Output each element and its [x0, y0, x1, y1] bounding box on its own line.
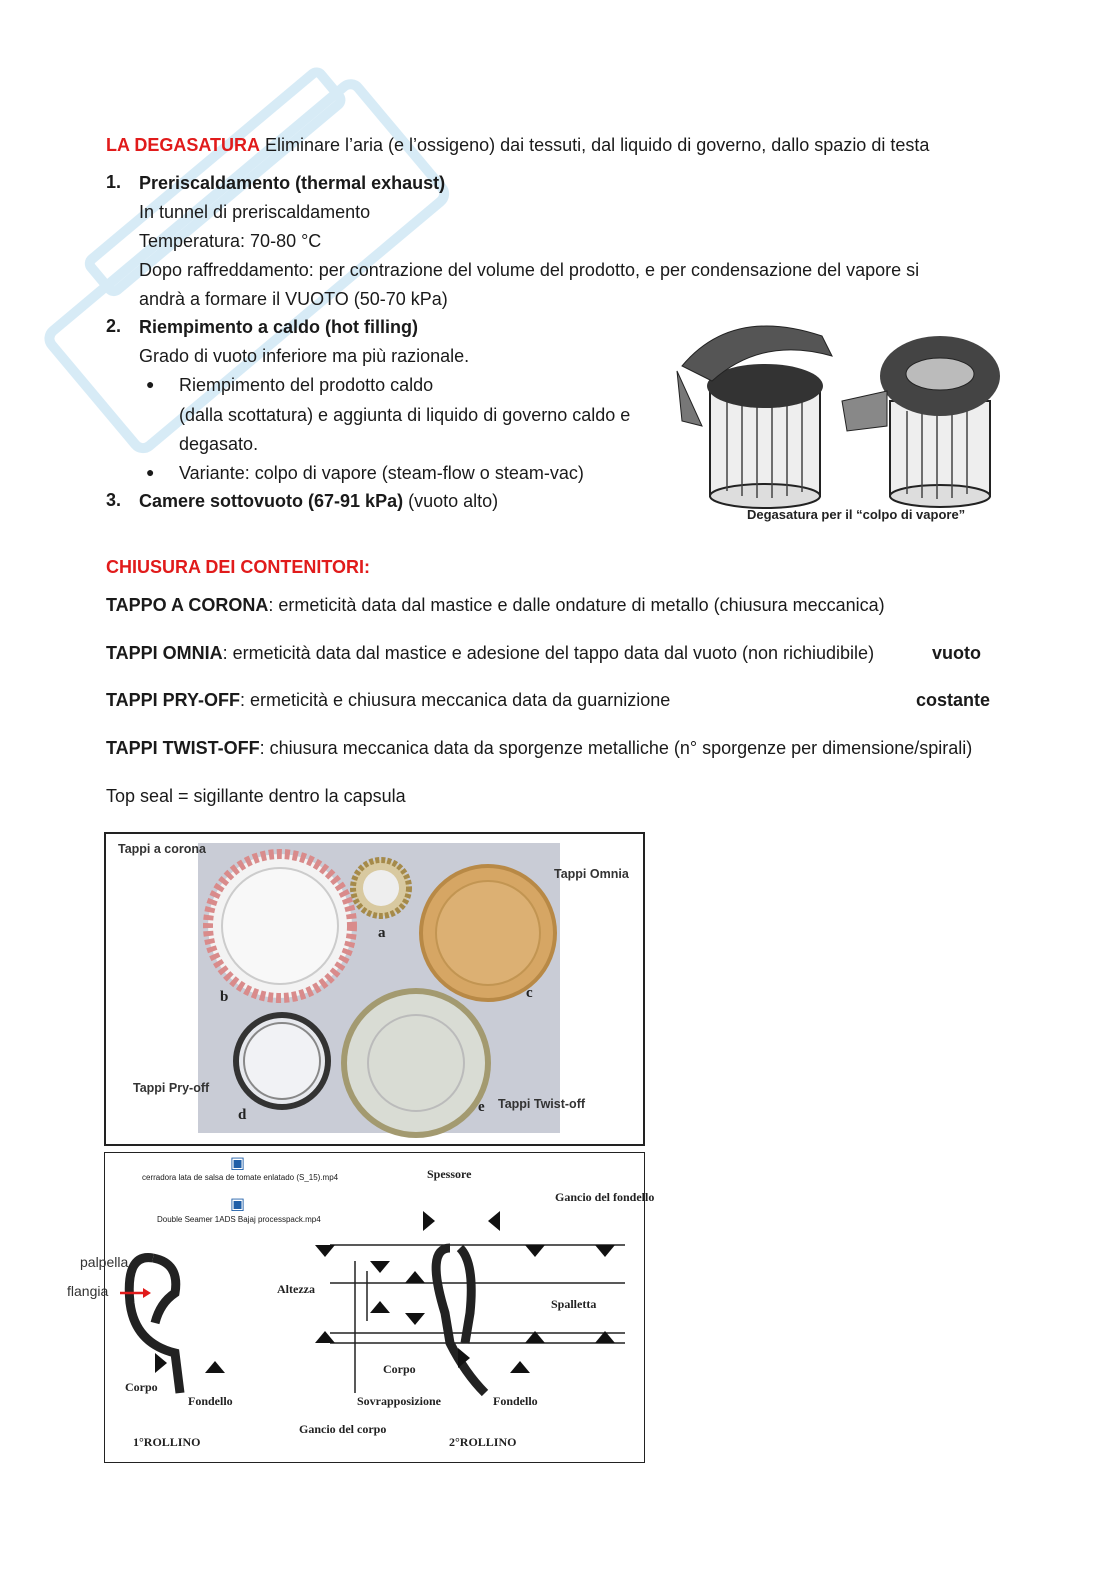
- label-sovrapposizione: Sovrapposizione: [357, 1394, 442, 1408]
- bullet1-line-2: degasato.: [179, 434, 259, 454]
- closure-row: [106, 594, 885, 616]
- bullet-dot: ●: [146, 376, 155, 392]
- cap-letter-e: e: [478, 1099, 485, 1115]
- item3-suffix: (vuoto alto): [403, 491, 499, 511]
- degasatura-intro: Eliminare l’aria (e l’ossigeno) dai tessuti, dal liquido di governo, dallo spazio di testa: [260, 135, 930, 155]
- item1-line-3: andrà a formare il VUOTO (50-70 kPa): [139, 289, 448, 309]
- double-seam-figure: [104, 1152, 655, 1463]
- steam-degassing-figure: [672, 316, 1008, 530]
- top-seal-note: Top seal = sigillante dentro la capsula: [106, 786, 406, 806]
- second-roll-seam-shape: [436, 1248, 485, 1393]
- bullet1-line-0: Riempimento del prodotto caldo: [179, 375, 434, 395]
- label-tappi-twistoff: Tappi Twist-off: [498, 1097, 586, 1111]
- closure-text: : ermeticità data dal mastice e dalle ondature di metallo (chiusura meccanica): [268, 595, 885, 615]
- label-gancio-fondello: Gancio del fondello: [555, 1190, 655, 1204]
- cap-e-twistoff: [344, 991, 488, 1135]
- label-fondello-1: Fondello: [188, 1394, 233, 1408]
- caps-figure: [104, 832, 645, 1146]
- seam-diagram: [105, 1153, 655, 1462]
- bullet-dot: ●: [146, 464, 155, 480]
- item2-line: Grado di vuoto inferiore ma più razionale.: [139, 346, 470, 366]
- bullet1-line-1: (dalla scottatura) e aggiunta di liquido di governo caldo e: [179, 405, 631, 425]
- item1-line-1: Temperatura: 70-80 °C: [139, 231, 322, 251]
- label-gancio-corpo: Gancio del corpo: [299, 1422, 387, 1436]
- cap-letter-d: d: [238, 1107, 247, 1123]
- item2-title: Riempimento a caldo (hot filling): [139, 317, 418, 337]
- label-tappi-pryoff: Tappi Pry-off: [133, 1081, 210, 1095]
- degasatura-heading-line: [106, 134, 929, 156]
- item-number-3: 3.: [106, 490, 122, 510]
- cap-letter-c: c: [526, 985, 533, 1001]
- item1-line-0: In tunnel di preriscaldamento: [139, 202, 371, 222]
- label-palpella: palpella: [80, 1254, 129, 1270]
- can-right-illustration: [842, 336, 1000, 507]
- closure-text: : ermeticità data dal mastice e adesione del tappo data dal vuoto (non richiudibile): [222, 643, 875, 663]
- closure-text: : ermeticità e chiusura meccanica data da guarnizione: [240, 690, 671, 710]
- first-roll-seam-shape: [129, 1258, 180, 1393]
- label-rollino-1: 1°ROLLINO: [133, 1435, 201, 1449]
- label-flangia: flangia: [67, 1283, 109, 1299]
- caps-photo: [198, 843, 560, 1133]
- closure-row: [106, 689, 670, 711]
- label-tappi-corona: Tappi a corona: [118, 842, 206, 856]
- video-file-link-1[interactable]: cerradora lata de salsa de tomate enlatado (S_15).mp4: [142, 1173, 339, 1182]
- bullet2-line: Variante: colpo di vapore (steam-flow o steam-vac): [179, 463, 584, 483]
- closure-side-note-vuoto: vuoto: [932, 643, 981, 663]
- item3-title: Camere sottovuoto (67-91 kPa): [139, 491, 404, 511]
- label-corpo-2: Corpo: [383, 1362, 416, 1376]
- can-left-illustration: [677, 326, 832, 508]
- closure-text: : chiusura meccanica data da sporgenze metalliche (n° sporgenze per dimensione/spirali): [259, 738, 973, 758]
- label-corpo-1: Corpo: [125, 1380, 158, 1394]
- closure-term: TAPPO A CORONA: [106, 595, 269, 615]
- closure-row: [106, 642, 874, 664]
- closure-term: TAPPI PRY-OFF: [106, 690, 241, 710]
- chiusura-heading: CHIUSURA DEI CONTENITORI:: [106, 557, 371, 577]
- closure-row: [106, 737, 972, 759]
- item1-line-2: Dopo raffreddamento: per contrazione del volume del prodotto, e per condensazione del vapore si: [139, 260, 920, 280]
- degasatura-heading: LA DEGASATURA: [106, 135, 260, 155]
- label-fondello-2: Fondello: [493, 1394, 538, 1408]
- item1-title: Preriscaldamento (thermal exhaust): [139, 173, 446, 193]
- video-file-icon[interactable]: ▣: [230, 1196, 246, 1213]
- closure-term: TAPPI TWIST-OFF: [106, 738, 260, 758]
- item-number-1: 1.: [106, 172, 122, 192]
- item-number-2: 2.: [106, 316, 122, 336]
- label-spalletta: Spalletta: [551, 1297, 597, 1311]
- closure-side-note-costante: costante: [916, 690, 991, 710]
- label-rollino-2: 2°ROLLINO: [449, 1435, 517, 1449]
- label-tappi-omnia: Tappi Omnia: [554, 867, 629, 881]
- label-altezza: Altezza: [277, 1282, 315, 1296]
- label-spessore: Spessore: [427, 1167, 472, 1181]
- video-file-link-2[interactable]: Double Seamer 1ADS Bajaj processpack.mp4: [157, 1215, 321, 1224]
- item3-line: [139, 490, 498, 512]
- figure-caption: Degasatura per il “colpo di vapore”: [747, 507, 966, 522]
- video-file-icon[interactable]: ▣: [230, 1155, 246, 1172]
- closure-term: TAPPI OMNIA: [106, 643, 223, 663]
- cap-letter-b: b: [220, 989, 229, 1005]
- cap-letter-a: a: [378, 925, 386, 941]
